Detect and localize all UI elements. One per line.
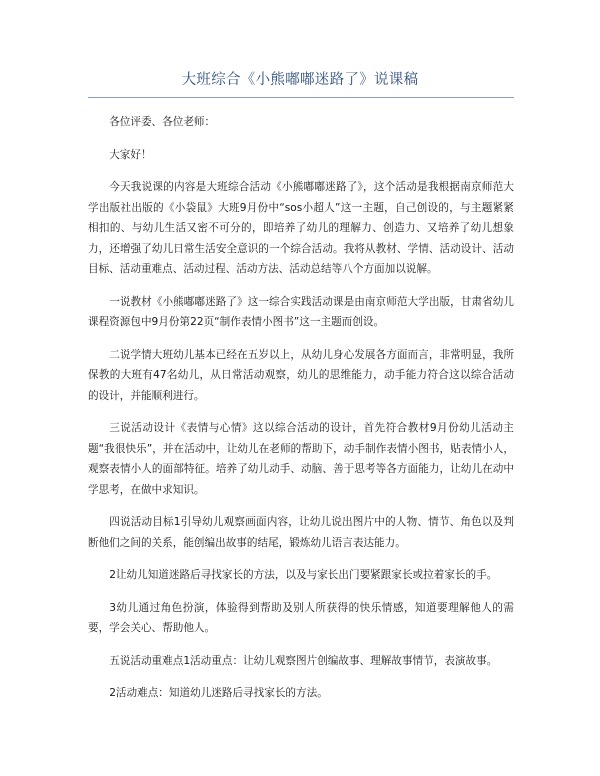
paragraph-difficulty: 2活动难点：知道幼儿迷路后寻找家长的方法。	[109, 687, 328, 699]
paragraph-learners: 二说学情大班幼儿基本已经在五岁以上，从幼儿身心发展各方面而言，非常明显，我所保教的大班有47名幼儿，从日常活动观察，幼儿的思维能力，动手能力符合这以综合活动的设计，并能顺利进行。	[88, 348, 514, 402]
paragraph-intro: 今天我说课的内容是大班综合活动《小熊嘟嘟迷路了》，这个活动是我根据南京师范大学出版社出版的《小袋鼠》大班9月份中“sos小超人”这一主题，自己创设的，与主题紧紧相扣的、与幼儿生活又密不可分的，即培养了幼儿的理解力、创造力、又培养了幼儿想象力，还增强了幼儿日常生活安全意识的一个综合活动。我将从教材、学情、活动设计、活动目标、活动重难点、活动过程、活动方法、活动总结等八个方面加以说解。	[88, 181, 514, 275]
paragraph-goal-1: 四说活动目标1引导幼儿观察画面内容，让幼儿说出图片中的人物、情节、角色以及判断他们之间的关系，能创编出故事的结尾，锻炼幼儿语言表达能力。	[88, 516, 514, 549]
paragraph-goal-3: 3幼儿通过角色扮演，体验得到帮助及别人所获得的快乐情感，知道要理解他人的需要，学会关心、帮助他人。	[88, 601, 514, 634]
greeting: 大家好！	[109, 148, 152, 161]
title-divider	[88, 97, 514, 98]
document-body	[88, 112, 514, 716]
paragraph-goal-2: 2让幼儿知道迷路后寻找家长的方法，以及与家长出门要紧跟家长或拉着家长的手。	[109, 569, 498, 581]
paragraph-activity-design: 三说活动设计《表情与心情》这以综合活动的设计，首先符合教材9月份幼儿活动主题“我很快乐”，并在活动中，让幼儿在老师的帮助下，动手制作表情小图书，贴表情小人，观察表情小人的面部特征。培养了幼儿动手、动脑、善于思考等各方面能力，让幼儿在动中学思考，在做中求知识。	[88, 422, 514, 496]
paragraph-key-point: 五说活动重难点1活动重点：让幼儿观察图片创编故事、理解故事情节，表演故事。	[109, 654, 498, 667]
document-title: 大班综合《小熊嘟嘟迷路了》说课稿	[181, 72, 419, 88]
salutation: 各位评委、各位老师：	[109, 116, 216, 128]
paragraph-textbook: 一说教材《小熊嘟嘟迷路了》这一综合实践活动课是由南京师范大学出版，甘肃省幼儿课程资源包中9月份第22页“制作表情小图书”这一主题而创设。	[88, 295, 514, 328]
